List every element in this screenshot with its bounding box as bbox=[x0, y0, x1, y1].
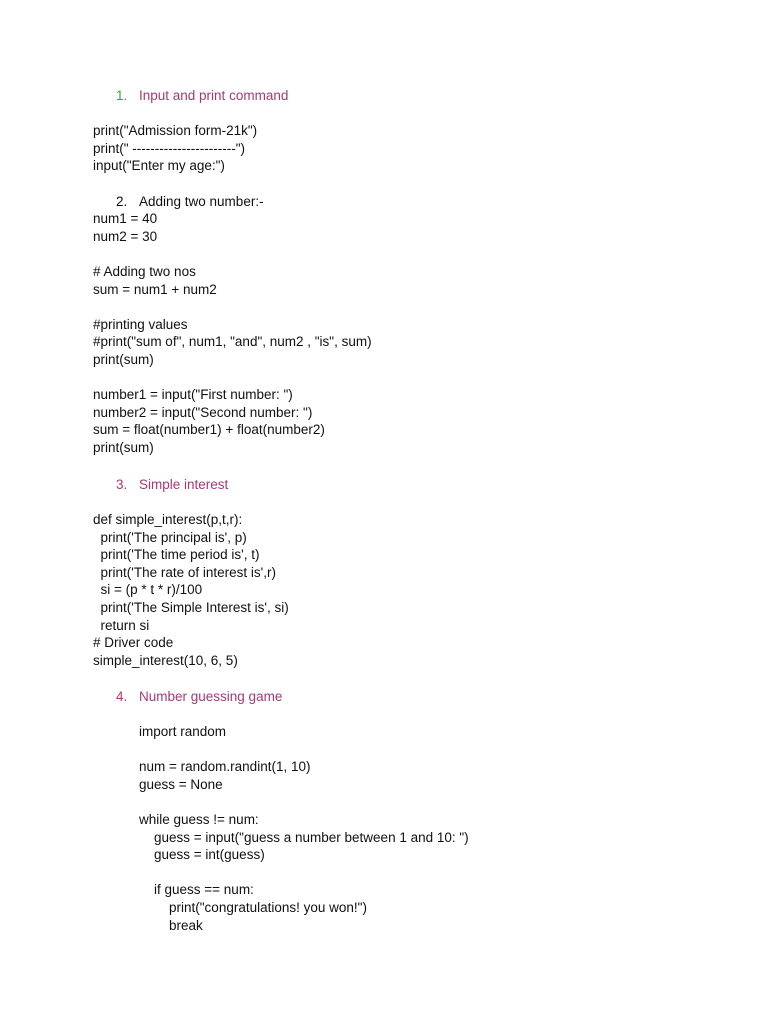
code-line: # Driver code bbox=[93, 635, 174, 651]
code-line: print('The rate of interest is',r) bbox=[93, 564, 276, 580]
code-line: num1 = 40 bbox=[93, 211, 158, 227]
code-line: guess = int(guess) bbox=[139, 847, 265, 863]
code-line: print('The Simple Interest is', si) bbox=[93, 600, 289, 615]
code-line: print(sum) bbox=[93, 351, 154, 367]
code-line: number2 = input("Second number: ") bbox=[93, 404, 313, 420]
code-line: # Adding two nos bbox=[93, 263, 196, 279]
code-line: break bbox=[139, 917, 203, 933]
section-2-number: 2. bbox=[116, 193, 128, 209]
code-line: simple_interest(10, 6, 5) bbox=[93, 652, 238, 668]
code-line: si = (p * t * r)/100 bbox=[93, 582, 203, 598]
code-line: print(" -----------------------") bbox=[93, 140, 245, 156]
code-line: print("congratulations! you won!") bbox=[139, 900, 367, 915]
code-line: while guess != num: bbox=[139, 812, 259, 827]
code-line: print('The principal is', p) bbox=[93, 529, 247, 545]
code-line: import random bbox=[139, 724, 227, 739]
code-line: sum = float(number1) + float(number2) bbox=[93, 422, 325, 438]
code-line: #print("sum of", num1, "and", num2 , "is", sum) bbox=[93, 334, 372, 350]
code-line: guess = input("guess a number between 1 and 10: ") bbox=[139, 829, 469, 845]
section-4-number: 4. bbox=[116, 689, 128, 704]
section-2-title: Adding two number:- bbox=[139, 193, 264, 209]
code-line: return si bbox=[93, 617, 150, 633]
section-3-title: Simple interest bbox=[139, 477, 229, 492]
code-line: num2 = 30 bbox=[93, 228, 158, 244]
code-line: num = random.randint(1, 10) bbox=[139, 759, 311, 775]
code-line: input("Enter my age:") bbox=[93, 158, 225, 174]
section-3-number: 3. bbox=[116, 477, 128, 492]
code-line: number1 = input("First number: ") bbox=[93, 387, 293, 403]
code-line: print('The time period is', t) bbox=[93, 547, 260, 563]
code-line: sum = num1 + num2 bbox=[93, 281, 217, 297]
code-line: #printing values bbox=[93, 316, 188, 332]
code-line: if guess == num: bbox=[139, 882, 254, 898]
code-line: guess = None bbox=[139, 776, 223, 792]
section-4-title: Number guessing game bbox=[139, 689, 283, 704]
code-line: print("Admission form-21k") bbox=[93, 123, 258, 138]
code-line: print(sum) bbox=[93, 439, 154, 455]
section-1-title: Input and print command bbox=[139, 88, 289, 103]
code-line: def simple_interest(p,t,r): bbox=[93, 512, 243, 527]
section-1-number: 1. bbox=[116, 88, 128, 103]
